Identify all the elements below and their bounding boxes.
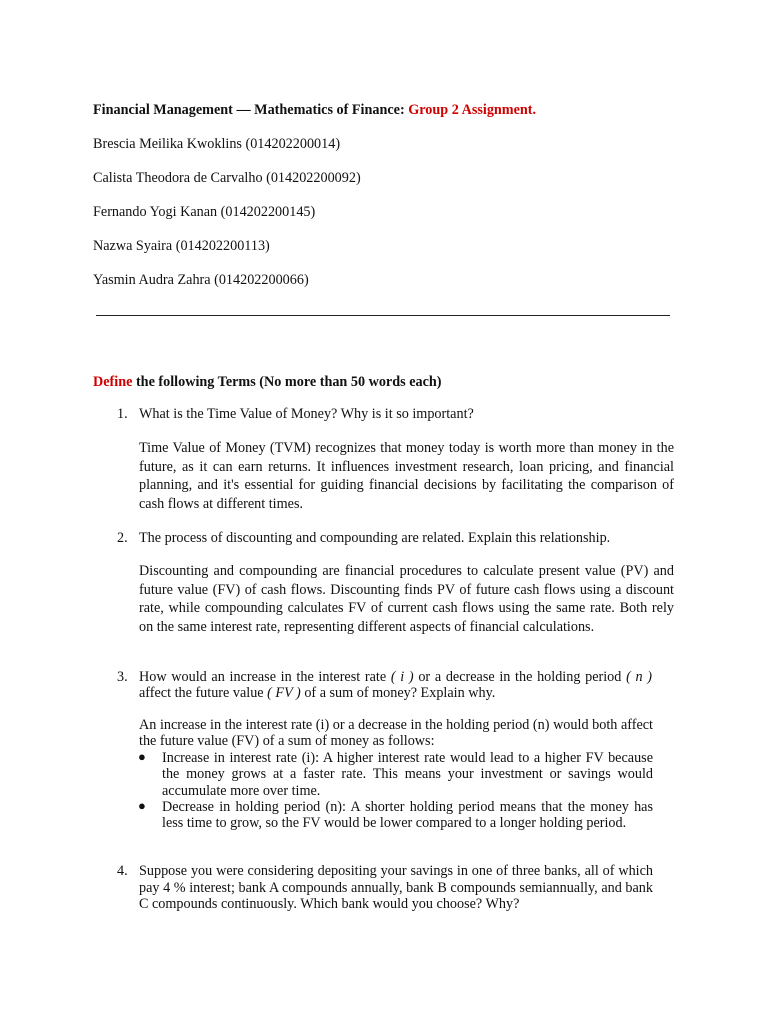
bullet-icon: ● xyxy=(138,749,146,764)
answer-text: Discounting and compounding are financial procedures to calculate present value (PV) and future value (FV) of cash flows. Discounting finds PV of future cash flows using a discount rate, while compounding calculates FV of current cash flows using the same rate. Both rely on the same interest rate, representing different aspects of financial calculations. xyxy=(139,563,674,635)
question-text-part: How would an increase in the interest rate xyxy=(139,669,391,685)
title-highlight: Group 2 Assignment. xyxy=(408,102,537,118)
question-text: Suppose you were considering depositing your savings in one of three banks, all of which pay 4 % interest; bank A compounds annually, bank B compounds semiannually, and bank C compounds continuously. Which bank would you choose? Why? xyxy=(139,863,653,912)
question-text: The process of discounting and compounding are related. Explain this relationship. xyxy=(139,530,611,546)
bullet-text: Decrease in holding period (n): A shorter holding period means that the money has less time to grow, so the FV would be lower compared to a longer holding period. xyxy=(162,799,653,832)
bullet-text: Increase in interest rate (i): A higher interest rate would lead to a higher FV because the money grows at a faster rate. This means your investment or savings would accumulate more over time. xyxy=(162,750,653,799)
bullet-icon: ● xyxy=(138,798,146,813)
member-line: Calista Theodora de Carvalho (014202200092) xyxy=(93,170,361,186)
bullet-item xyxy=(138,798,653,832)
member-line: Fernando Yogi Kanan (014202200145) xyxy=(93,204,316,220)
question-text-part: or a decrease in the holding period xyxy=(413,669,627,685)
question-number: 1. xyxy=(117,406,128,422)
member-line: Brescia Meilika Kwoklins (014202200014) xyxy=(93,136,341,152)
member-line: Nazwa Syaira (014202200113) xyxy=(93,238,270,254)
question-number: 2. xyxy=(117,530,128,546)
horizontal-divider xyxy=(96,315,670,316)
question-symbol-fv: ( FV ) xyxy=(267,685,301,702)
section-heading-text: the following Terms (No more than 50 words each) xyxy=(132,374,442,390)
question-symbol-i: ( i ) xyxy=(390,669,414,685)
question-text: What is the Time Value of Money? Why is it so important? xyxy=(139,406,474,422)
question-text-part: affect the future value xyxy=(139,685,268,702)
answer-text: Time Value of Money (TVM) recognizes that money today is worth more than money in the future, as it can earn returns. It influences investment research, loan pricing, and financial planning, and it's essential for guiding financial decisions by facilitating the comparison of cash flows at different times. xyxy=(139,440,674,512)
question-symbol-n: ( n ) xyxy=(626,669,652,685)
question-number: 4. xyxy=(117,863,128,879)
answer-text: An increase in the interest rate (i) or a decrease in the holding period (n) would both affect the future value (FV) of a sum of money as follows: xyxy=(139,717,653,750)
section-heading xyxy=(93,374,442,391)
question-number: 3. xyxy=(117,669,128,685)
member-line: Yasmin Audra Zahra (014202200066) xyxy=(93,272,309,288)
question-text xyxy=(139,669,652,702)
document-title xyxy=(93,102,536,119)
title-prefix: Financial Management — Mathematics of Finance: xyxy=(93,102,409,118)
bullet-item xyxy=(138,749,653,799)
question-text-part: of a sum of money? Explain why. xyxy=(300,685,496,702)
section-heading-keyword: Define xyxy=(93,374,133,390)
